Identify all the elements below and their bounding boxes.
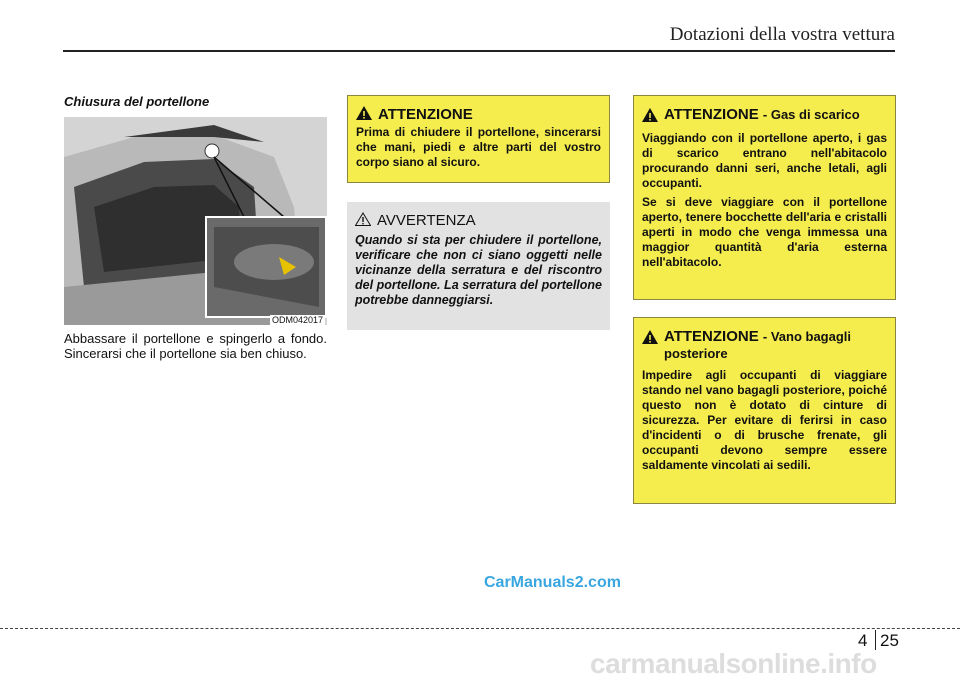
attenzione-head-3 [642, 328, 887, 362]
avvertenza-title: AVVERTENZA [377, 212, 476, 229]
watermark-link[interactable]: CarManuals2.com [484, 574, 621, 591]
avvertenza-box [347, 202, 610, 330]
attenzione-heading-2 [664, 106, 864, 123]
footer-dashed-rule [0, 628, 960, 629]
section-body: Abbassare il portellone e spingerlo a fondo. Sincerarsi che il portellone sia ben chiuso. [64, 331, 327, 361]
avvertenza-text: Quando si sta per chiudere il portellone, verificare che non ci siano oggetti nelle vicinanze della serratura e del riscontro del portellone. La serratura del portellone potrebbe danneggiarsi. [355, 233, 602, 307]
header-rule [63, 50, 895, 52]
header-title: Dotazioni della vostra vettura [669, 24, 895, 45]
attenzione-head-2 [642, 106, 887, 123]
attenzione-text-2 [642, 131, 887, 270]
attenzione-subtitle-2: - Gas di scarico [762, 107, 860, 122]
figure-caption: ODM042017 [271, 315, 323, 325]
attenzione-box-3 [633, 317, 896, 504]
attenzione-text-3: Impedire agli occupanti di viaggiare stando nel vano bagagli posteriore, poiché questo non è dotato di cinture di sicurezza. Per evitare di ferirsi in caso d'incidenti o di brusche frenate, gli occupanti devono sempre essere saldamente vincolati ai sedili. [642, 368, 887, 472]
attenzione-box-1 [347, 95, 610, 183]
page-number-divider [875, 630, 876, 650]
attenzione-para-2b: Se si deve viaggiare con il portellone aperto, tenere bocchette dell'aria e cristalli aperti in modo che venga immessa una maggior quantità d'aria esterna nell'abitacolo. [642, 195, 887, 269]
attenzione-subtitle-3: - Vano bagagli posteriore [664, 329, 852, 361]
caution-triangle-icon [355, 212, 371, 226]
warning-triangle-icon [356, 106, 372, 120]
tailgate-figure [64, 117, 327, 325]
attenzione-text-1: Prima di chiudere il portellone, sincerarsi che mani, piedi e altre parti del vostro corpo siano al sicuro. [356, 125, 601, 169]
tailgate-illustration [64, 117, 327, 325]
attenzione-title-3: ATTENZIONE [664, 328, 759, 345]
warning-triangle-icon [642, 108, 658, 122]
attenzione-para-2a: Viaggiando con il portellone aperto, i gas di scarico entrano nell'abitacolo procurando danni seri, anche letali, agli occupanti. [642, 131, 887, 190]
page-number: 25 [880, 631, 899, 650]
warning-triangle-icon [642, 330, 658, 344]
footer-watermark: carmanualsonline.info [590, 648, 877, 679]
attenzione-box-2 [633, 95, 896, 300]
page-section-number: 4 [858, 631, 868, 650]
attenzione-heading-3 [664, 328, 864, 362]
attenzione-head-1 [356, 106, 601, 123]
attenzione-title-1: ATTENZIONE [378, 106, 473, 123]
section-title: Chiusura del portellone [64, 94, 210, 109]
attenzione-title-2: ATTENZIONE [664, 106, 759, 123]
avvertenza-head [355, 212, 602, 229]
